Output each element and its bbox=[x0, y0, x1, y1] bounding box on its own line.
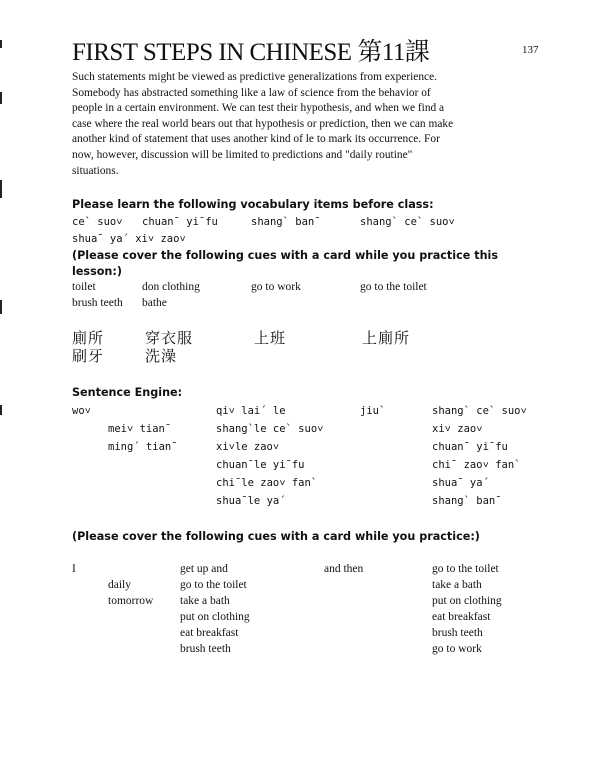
vocab-pinyin: shang` ban¯ bbox=[251, 216, 321, 228]
intro-line: Such statements might be viewed as predictive generalizations from experience. bbox=[72, 71, 438, 83]
scan-mark bbox=[0, 40, 2, 48]
vocab-chinese: 刷牙 bbox=[72, 349, 105, 365]
vocab-chinese: 上廁所 bbox=[362, 331, 411, 347]
practice-result: go to the toilet bbox=[432, 563, 499, 575]
vocab-chinese: 廁所 bbox=[72, 331, 105, 347]
vocab-chinese: 上班 bbox=[254, 331, 287, 347]
engine-action: chi¯le zao˅ fan` bbox=[216, 477, 318, 489]
vocab-chinese: 洗澡 bbox=[145, 349, 178, 365]
scan-mark bbox=[0, 405, 2, 415]
page-number: 137 bbox=[522, 44, 539, 56]
vocab-pinyin: shua¯ ya´ xi˅ zao˅ bbox=[72, 233, 186, 245]
engine-action: xi˅le zao˅ bbox=[216, 441, 280, 453]
vocab-pinyin: shang` ce` suo˅ bbox=[360, 216, 455, 228]
vocab-pinyin: chuan¯ yi¯fu bbox=[142, 216, 218, 228]
practice-action: eat breakfast bbox=[180, 627, 239, 639]
vocab-heading: Please learn the following vocabulary items before class: bbox=[72, 198, 434, 211]
practice-connector: and then bbox=[324, 563, 364, 575]
practice-action: take a bath bbox=[180, 595, 230, 607]
practice-subject: I bbox=[72, 563, 76, 575]
vocab-pinyin: ce` suo˅ bbox=[72, 216, 123, 228]
practice-action: put on clothing bbox=[180, 611, 250, 623]
practice-result: eat breakfast bbox=[432, 611, 491, 623]
practice-action: get up and bbox=[180, 563, 228, 575]
scan-mark bbox=[0, 300, 2, 314]
vocab-chinese: 穿衣服 bbox=[145, 331, 194, 347]
engine-action: qi˅ lai´ le bbox=[216, 405, 286, 417]
engine-action: chuan¯le yi¯fu bbox=[216, 459, 305, 471]
intro-line: case where the real world bears out that hypothesis or prediction, then we can make bbox=[72, 117, 454, 130]
engine-result: shang` ce` suo˅ bbox=[432, 405, 527, 417]
scan-mark bbox=[0, 180, 2, 198]
engine-result: shang` ban¯ bbox=[432, 495, 502, 507]
engine-result: shua¯ ya´ bbox=[432, 477, 489, 489]
engine-action: shang`le ce` suo˅ bbox=[216, 423, 324, 435]
intro-paragraph bbox=[72, 70, 542, 179]
intro-line: people in a certain environment. We can test their hypothesis, and when we find a bbox=[72, 102, 445, 115]
vocab-english: go to the toilet bbox=[360, 281, 427, 293]
practice-time: daily bbox=[108, 579, 131, 591]
practice-result: take a bath bbox=[432, 579, 482, 591]
cue-heading: lesson:) bbox=[72, 265, 122, 278]
intro-line: Somebody has abstracted something like a law of science from the behavior of bbox=[72, 86, 431, 99]
engine-connector: jiu` bbox=[360, 405, 386, 417]
practice-action: go to the toilet bbox=[180, 579, 247, 591]
scan-mark bbox=[0, 92, 2, 104]
practice-result: put on clothing bbox=[432, 595, 502, 607]
vocab-english: don clothing bbox=[142, 281, 200, 293]
intro-line: now, however, discussion will be limited to predictions and "daily routine" bbox=[72, 148, 413, 161]
engine-action: shua¯le ya´ bbox=[216, 495, 286, 507]
practice-action: brush teeth bbox=[180, 643, 231, 655]
practice-time: tomorrow bbox=[108, 595, 154, 607]
vocab-english: go to work bbox=[251, 281, 301, 293]
engine-result: chi¯ zao˅ fan` bbox=[432, 459, 521, 471]
page-title: FIRST STEPS IN CHINESE 第11課 bbox=[72, 39, 430, 66]
intro-line: situations. bbox=[72, 164, 119, 177]
practice-result: brush teeth bbox=[432, 627, 483, 639]
vocab-english: toilet bbox=[72, 281, 96, 293]
cue-heading: (Please cover the following cues with a card while you practice this bbox=[72, 249, 499, 262]
practice-result: go to work bbox=[432, 643, 482, 655]
intro-line: another kind of statement that uses another kind of le to mark its occurrence. For bbox=[72, 133, 440, 146]
engine-heading: Sentence Engine: bbox=[72, 386, 183, 399]
vocab-english: brush teeth bbox=[72, 297, 123, 309]
engine-time: ming´ tian¯ bbox=[108, 441, 178, 453]
engine-time: mei˅ tian¯ bbox=[108, 423, 172, 435]
engine-result: chuan¯ yi¯fu bbox=[432, 441, 508, 453]
engine-result: xi˅ zao˅ bbox=[432, 423, 483, 435]
vocab-english: bathe bbox=[142, 297, 167, 309]
practice-heading: (Please cover the following cues with a card while you practice:) bbox=[72, 530, 480, 543]
engine-subject: wo˅ bbox=[72, 405, 91, 417]
